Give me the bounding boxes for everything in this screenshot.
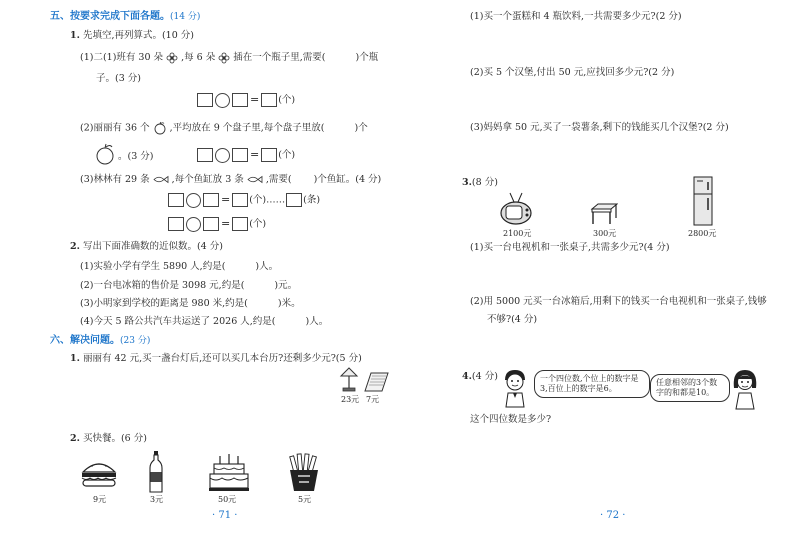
q2-3-text-a: (3)小明家到学校的距离是 980 米,约是( [80,298,248,309]
q2-2-text-b: )元。 [274,280,298,291]
q1-1-text-a: (1)二(1)班有 30 朵 [80,52,164,63]
answer-box[interactable] [232,93,248,107]
question-4-ask: 这个四位数是多少? [470,414,552,425]
q2-1-line [80,260,278,273]
q1-1-text-c: 插在一个瓶子里,需要( [233,52,326,63]
q1-2-text-a: (2)丽丽有 36 个 [80,122,150,134]
section-5-points: (14 分) [170,12,201,22]
question-3-1: (1)买一台电视机和一张桌子,共需多少元?(4 分) [470,242,670,253]
operator-circle[interactable] [215,93,230,108]
q2-1-text-b: )人。 [255,261,279,272]
q1-3-text-d: )个鱼缸。(4 分) [313,174,382,185]
hamburger-icon [80,458,118,488]
q2-4-line [80,315,328,328]
hamburger-price: 9元 [93,495,107,504]
flower-icon [218,52,230,64]
page-number: · 71 · [212,510,238,521]
page-number: · 72 · [600,510,626,521]
calendar-price: 7元 [366,395,380,404]
answer-box[interactable] [203,217,219,231]
unit-label: (个) [278,149,296,161]
girl-student-icon [730,368,760,410]
question-text: (8 分) [471,177,498,188]
drink-price: 3元 [150,495,164,504]
desk-lamp-icon [336,366,362,392]
section-6-heading [50,334,150,348]
q1-1-text-d: )个瓶 [355,52,379,63]
cake-price: 50元 [218,495,237,504]
q2-3-line [80,297,301,310]
unit-label: (条) [303,194,321,206]
question-text: (4 分) [471,371,498,382]
operator-circle[interactable] [186,193,201,208]
speech-bubble-left: 一个四位数,个位上的数字是3,百位上的数字是6。 [534,370,650,398]
question-1 [70,29,194,42]
food-question-2: (2)买 5 个汉堡,付出 50 元,应找回多少元?(2 分) [470,67,675,78]
equals-sign: = [221,217,231,230]
answer-box[interactable] [168,193,184,207]
section-6-title: 六、解决问题。 [50,335,120,346]
drink-bottle-icon [148,450,164,494]
question-number: 1. [70,30,80,41]
birthday-cake-icon [208,452,250,492]
table-price: 300元 [593,229,617,238]
equals-sign: = [221,193,231,206]
food-question-3: (3)妈妈拿 50 元,买了一袋薯条,剩下的钱能买几个汉堡?(2 分) [470,122,729,133]
answer-box[interactable] [232,217,248,231]
q1-1-text-b: ,每 6 朵 [181,52,216,63]
fries-price: 5元 [298,495,312,504]
section-6-points: (23 分) [120,336,151,346]
refrigerator-icon [693,176,713,226]
question-2 [70,240,223,253]
q1-2-text-c: )个 [354,122,368,134]
lamp-price: 23元 [341,395,360,404]
q1-3-line [80,173,381,186]
section-5-title: 五、按要求完成下面各题。 [50,11,170,22]
food-question-1: (1)买一个蛋糕和 4 瓶饮料,一共需要多少元?(2 分) [470,11,682,22]
answer-box[interactable] [261,93,277,107]
q2-3-text-b: )米。 [277,298,301,309]
apple-icon [94,143,116,165]
question-number: 3. [462,177,472,188]
unit-label: (个) [249,194,267,206]
question-3 [462,176,498,189]
question-number: 2. [70,241,80,252]
q2-4-text-b: )人。 [305,316,329,327]
q1-2-text-b: ,平均放在 9 个盘子里,每个盘子里放( [169,122,325,134]
q1-2-text-d: 。(3 分) [118,151,154,162]
q2-4-text-a: (4)今天 5 路公共汽车共运送了 2026 人,约是( [80,316,276,327]
speech-bubble-right: 任意相邻的3个数字的和都是10。 [650,374,730,402]
operator-circle[interactable] [186,217,201,232]
desk-calendar-icon [362,371,390,393]
flower-icon [166,52,178,64]
question-3-2-line-b: 不够?(4 分) [487,314,538,325]
answer-box[interactable] [203,193,219,207]
page-72 [400,0,800,534]
q2-2-line [80,279,297,292]
unit-label: (个) [249,218,267,230]
fridge-price: 2800元 [688,229,717,238]
fish-icon [247,175,263,184]
question-number: 4. [462,371,472,382]
q1-3-text-c: ,需要( [265,174,292,185]
tv-price: 2100元 [503,229,532,238]
equals-sign: = [250,148,260,161]
equals-sign: = [250,93,260,106]
q2-2-text-a: (2)一台电冰箱的售价是 3098 元,约是( [80,280,245,291]
q1-1-line [80,51,378,64]
formula-row [196,147,295,164]
question-number: 1. [70,353,80,364]
french-fries-icon [286,452,322,492]
formula-row-remainder [167,192,320,209]
desk-table-icon [590,203,618,225]
question-text: 先填空,再列算式。(10 分) [82,30,194,41]
apple-icon [153,121,167,135]
fish-icon [153,175,169,184]
q2-1-text-a: (1)实验小学有学生 5890 人,约是( [80,261,226,272]
section-5-heading [50,10,200,24]
answer-box[interactable] [197,93,213,107]
question-3-2-line-a: (2)用 5000 元买一台冰箱后,用剩下的钱买一台电视机和一张桌子,钱够 [470,296,767,307]
q1-3-text-a: (3)林林有 29 条 [80,174,150,185]
question-text: 写出下面准确数的近似数。(4 分) [82,241,223,252]
answer-box[interactable] [197,148,213,162]
answer-box[interactable] [261,148,277,162]
answer-box[interactable] [232,148,248,162]
unit-label: (个) [278,94,296,106]
formula-row [167,216,266,233]
formula-row [196,92,295,109]
question-6-1 [70,352,362,365]
question-text: 丽丽有 42 元,买一盏台灯后,还可以买几本台历?还剩多少元?(5 分) [82,353,362,364]
q1-3-text-b: ,每个鱼缸放 3 条 [171,174,244,185]
television-icon [500,192,534,226]
question-number: 2. [70,433,80,444]
answer-box[interactable] [168,217,184,231]
answer-box[interactable] [232,193,248,207]
boy-student-icon [500,368,530,408]
operator-circle[interactable] [215,148,230,163]
remainder-dots: …… [266,194,286,206]
q1-2-line [80,121,368,135]
question-text: 买快餐。(6 分) [82,433,147,444]
answer-box[interactable] [286,193,302,207]
q1-1-text-e: 子。(3 分) [96,73,141,84]
question-6-2 [70,432,147,445]
question-4 [462,370,498,383]
